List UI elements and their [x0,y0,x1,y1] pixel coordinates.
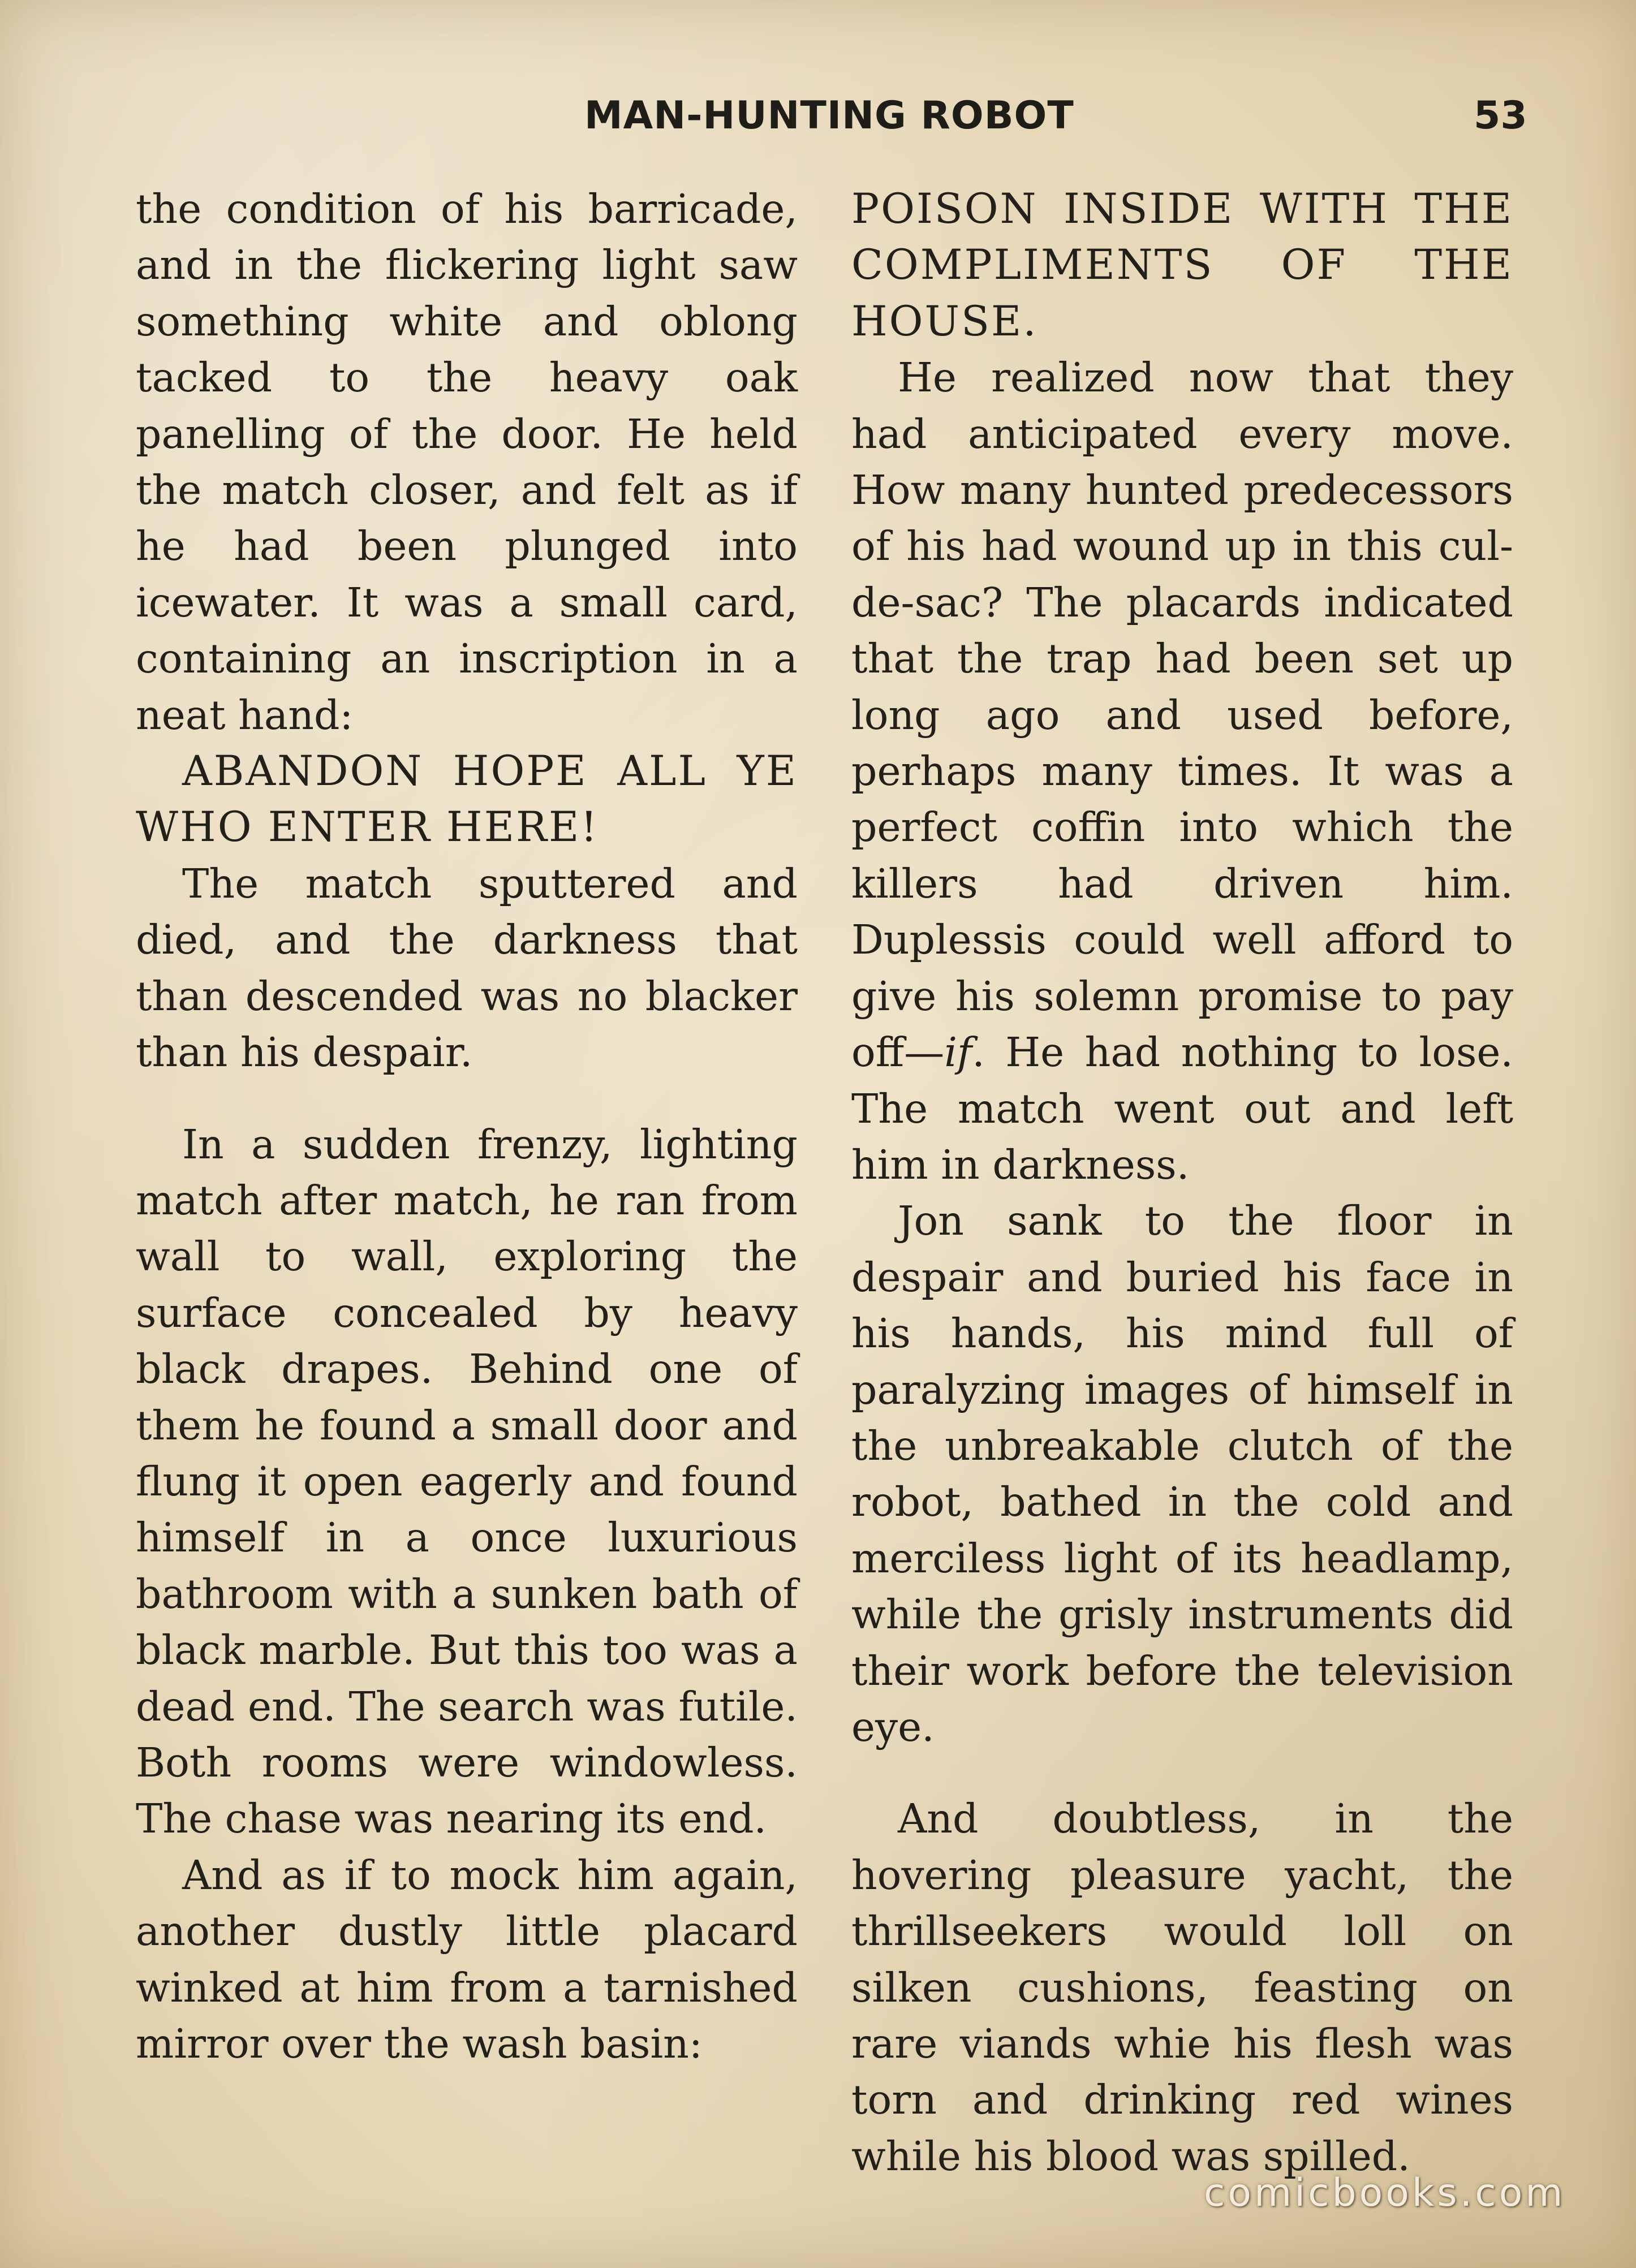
site-watermark: comicbooks.com [1204,2171,1566,2215]
paragraph-text: He realized now that they had anticipated every move. How many hunted predecessors of his had wound up in this cul-de-sac? The placards indicated that the trap had been set up long ago and used before, perhaps many times. It was a perfect coffin into which the killers had driven him. Duplessis could well afford to give his solemn promise to pay off— [851,354,1513,1076]
inscription-poison-inside: POISON INSIDE WITH THE COMPLIMENTS OF THE HOUSE. [851,185,1513,346]
paragraph: In a sudden frenzy, lighting match after match, he ran from wall to wall, exploring the surface concealed by heavy black drapes. Behind one of them he found a small door and flung it open eagerly and found himself in a once luxurious bathroom with a sunken bath of black marble. But this too was a dead end. The search was futile. Both rooms were windowless. The chase was nearing its end. [136,1120,798,1843]
running-title: MAN-HUNTING ROBOT [584,93,1074,138]
italic-word: if [944,1029,972,1076]
paragraph [851,350,1513,1193]
page-header [0,93,1636,156]
page-number: 53 [1474,93,1527,138]
paragraph: The match sputtered and died, and the darkness that than descended was no blacker than his despair. [136,860,798,1076]
inscription-abandon-hope: ABANDON HOPE ALL YE WHO ENTER HERE! [136,747,798,852]
paragraph: And doubtless, in the hovering pleasure yacht, the thrillseekers would loll on silken cushions, feasting on rare viands whie his flesh was torn and drinking red wines while his blood was spilled. [851,1795,1513,2180]
section-gap [851,1755,1513,1791]
paragraph: And as if to mock him again, another dustly little placard winked at him from a tarnished mirror over the wash basin: [136,1851,798,2067]
section-gap [136,1081,798,1116]
left-column [136,181,798,2194]
paragraph: Jon sank to the floor in despair and buried his face in his hands, his mind full of paralyzing images of himself in the unbreakable clutch of the robot, bathed in the cold and merciless light of its headlamp, while the grisly instruments did their work before the television eye. [851,1197,1513,1750]
paragraph: the condition of his barricade, and in the flickering light saw something white and oblong tacked to the heavy oak panelling of the door. He held the match closer, and felt as if he had been plunged into icewater. It was a small card, containing an inscription in a neat hand: [136,186,798,739]
right-column [851,181,1513,2194]
paragraph-text: . He had nothing to lose. The match went out and left him in darkness. [851,1029,1513,1188]
